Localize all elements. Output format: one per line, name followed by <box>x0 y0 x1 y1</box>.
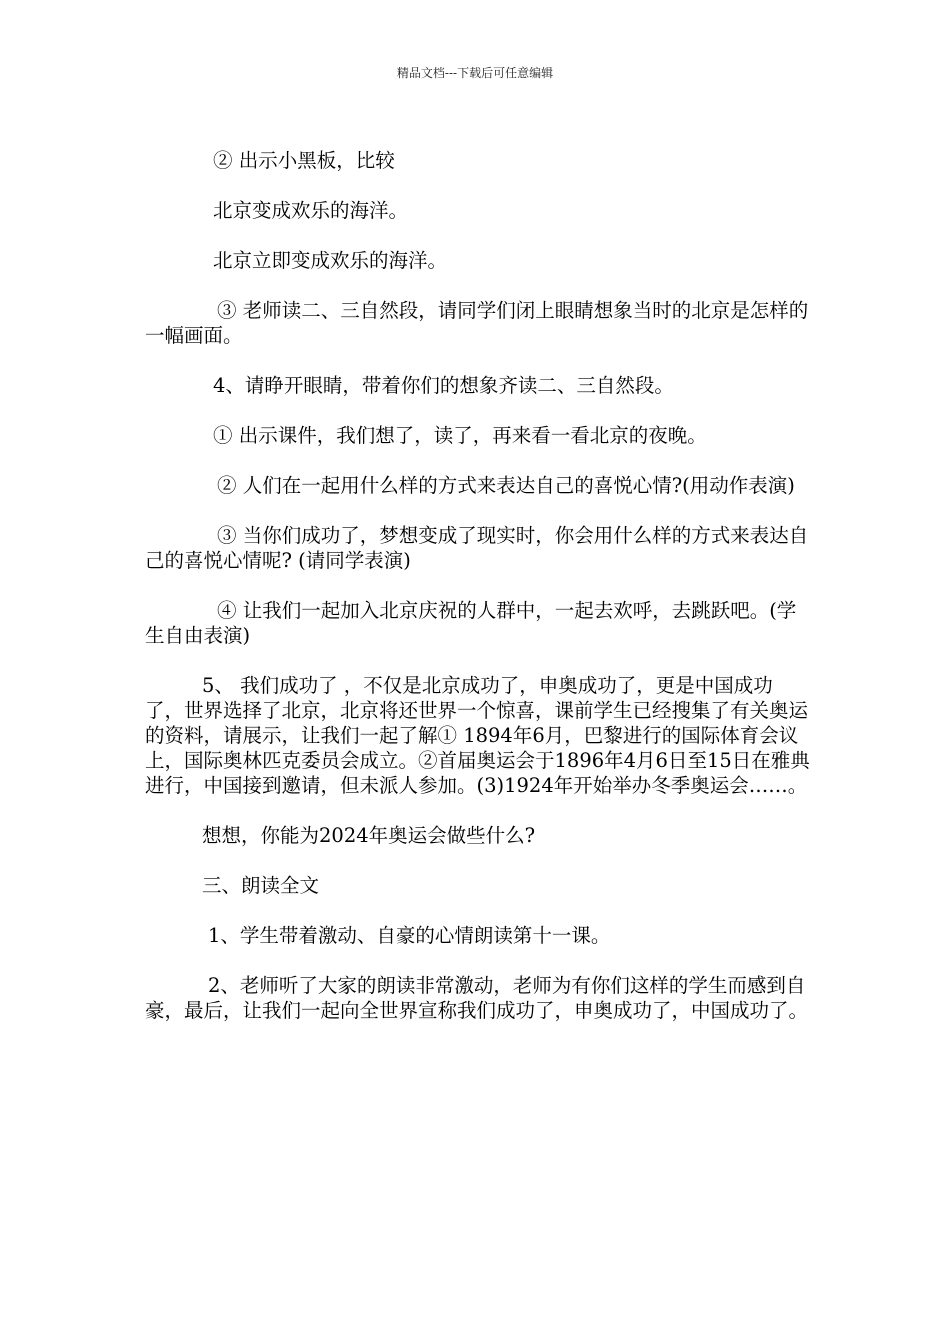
paragraph: 三、朗读全文 <box>202 874 320 897</box>
paragraph: ② 人们在一起用什么样的方式来表达自己的喜悦心情?(用动作表演) <box>217 474 795 497</box>
paragraph: 北京变成欢乐的海洋。 <box>213 199 409 222</box>
paragraph: 5、 我们成功了 ，不仅是北京成功了，申奥成功了，更是中国成功了，世界选择了北京，北京将还世界一个惊喜，课前学生已经搜集了有关奥运的资料，请展示，让我们一起了解① 1894年6月，巴黎进行的国际体育会议上，国际奥林匹克委员会成立。②首届奥运会于1896年4月6日至15日在雅典进行，中国接到邀请，但未派人参加。(3)1924年开始举办冬季奥运会……。 <box>145 674 810 797</box>
paragraph: 4、请睁开眼睛，带着你们的想象齐读二、三自然段。 <box>213 374 674 397</box>
document-body <box>145 148 810 1048</box>
paragraph: 1、学生带着激动、自豪的心情朗读第十一课。 <box>208 924 611 947</box>
paragraph: ① 出示课件，我们想了，读了，再来看一看北京的夜晚。 <box>213 424 707 447</box>
paragraph: ④ 让我们一起加入北京庆祝的人群中，一起去欢呼，去跳跃吧。(学生自由表演) <box>145 599 797 647</box>
paragraph: ③ 当你们成功了，梦想变成了现实时，你会用什么样的方式来表达自己的喜悦心情呢? (请同学表演) <box>145 524 809 572</box>
paragraph: 北京立即变成欢乐的海洋。 <box>213 249 448 272</box>
paragraph: 2、老师听了大家的朗读非常激动，老师为有你们这样的学生而感到自豪，最后，让我们一起向全世界宣称我们成功了，申奥成功了，中国成功了。 <box>145 974 809 1022</box>
paragraph: ② 出示小黑板，比较 <box>213 149 395 172</box>
paragraph: ③ 老师读二、三自然段，请同学们闭上眼睛想象当时的北京是怎样的一幅画面。 <box>145 299 809 347</box>
paragraph: 想想，你能为2024年奥运会做些什么? <box>202 824 536 847</box>
page-header: 精品文档---下载后可任意编辑 <box>396 66 554 80</box>
